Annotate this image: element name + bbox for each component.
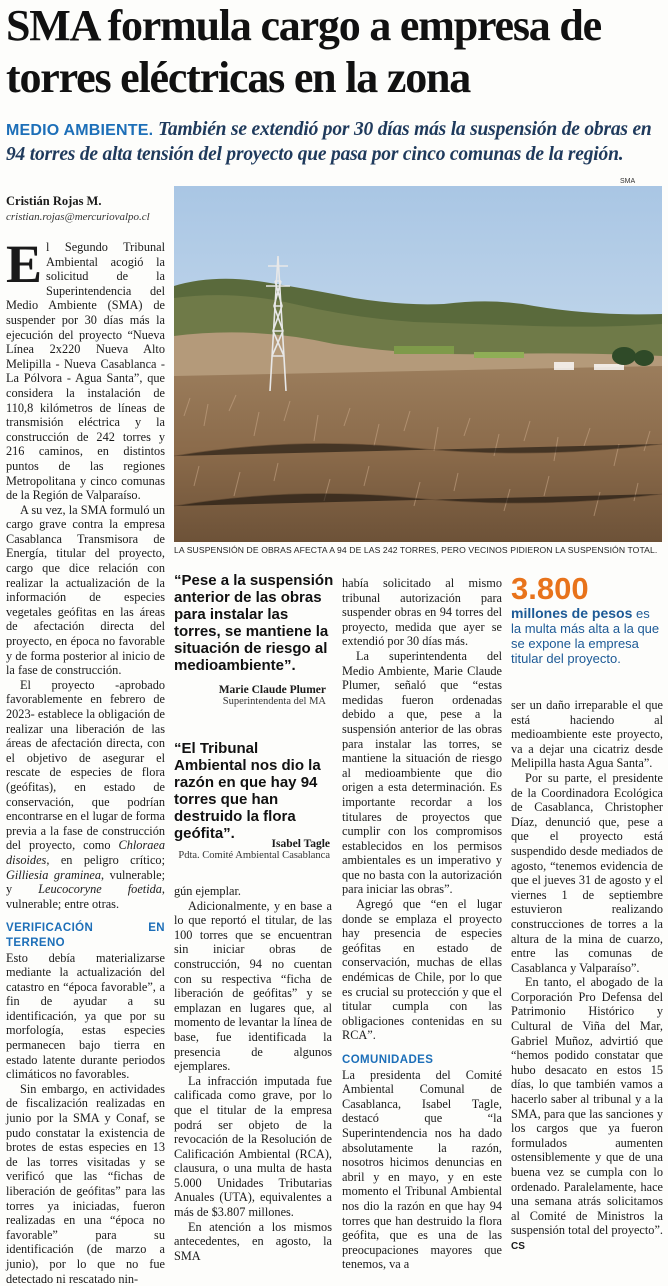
article-column-2 — [174, 884, 332, 1263]
paragraph: La infracción imputada fue calificada como grave, por lo que el titular de la empresa podrá ser objeto de la revocación de la Resolución de Calificación Ambiental (RCA), clausura, o una multa de hasta 5.000 Unidades Tributarias Anuales (UTA), equivalentes a más de $3.807 millones. — [174, 1073, 332, 1220]
paragraph: ser un daño irreparable el que está haciendo al medioambiente este proyecto, va a dejar una cicatriz desde Melipilla hasta Agua Santa”. — [511, 698, 663, 771]
pull-quote: “El Tribunal Ambiental nos dio la razón en que hay 94 torres que han destruido la flora geófita”. — [174, 740, 321, 842]
deck-kicker: MEDIO AMBIENTE. — [6, 122, 154, 139]
paragraph-text: , vulnerable; entre otras. — [6, 882, 165, 911]
deck-text: También se extendió por 30 días más la suspensión de obras en 94 torres de alta tensión del proyecto que pasa por cinco comunas de la región. — [6, 119, 652, 165]
quote-author-name: Marie Claude Plumer — [218, 684, 326, 696]
paragraph: En atención a los mismos antecedentes, en agosto, la SMA — [174, 1219, 332, 1263]
stat-unit: millones de pesos — [511, 605, 633, 621]
paragraph-text: , en peligro crítico; — [46, 852, 165, 867]
species-name: Chloraea disoides — [6, 838, 165, 867]
author-email: cristian.rojas@mercuriovalpo.cl — [6, 211, 150, 223]
photo-caption: LA SUSPENSIÓN DE OBRAS AFECTA A 94 DE LAS 242 TORRES, PERO VECINOS PIDIERON LA SUSPENSIÓN TOTAL. — [174, 545, 658, 555]
paragraph — [6, 234, 165, 503]
quote-author-role: Superintendenta del MA — [222, 696, 326, 707]
quote-author-role: Pdta. Comité Ambiental Casablanca — [178, 850, 330, 861]
paragraph-text: , vulnerable; y — [6, 867, 165, 897]
paragraph: A su vez, la SMA formuló un cargo grave contra la empresa Casablanca Transmisora de Energía, titular del proyecto, cargo que dice relación con realizar la actualización de la información de especies vegetales geófitas en las áreas de afectación directa del proyecto, en época no favorable y de forma posterior al inicio de la fase de construcción. — [6, 502, 165, 678]
stat-number: 3.800 — [511, 571, 589, 606]
subhead: COMUNIDADES — [342, 1054, 434, 1066]
article-photo — [174, 186, 662, 542]
landscape-illustration — [174, 186, 662, 542]
species-name: Gilliesia graminea — [6, 867, 102, 882]
subhead: VERIFICACIÓN EN TERRENO — [6, 922, 165, 949]
author-name: Cristián Rojas M. — [6, 194, 102, 208]
article-column-3 — [342, 576, 502, 1272]
paragraph: La superintendenta del Medio Ambiente, Marie Claude Plumer, señaló que “estas medidas fueron ordenadas debido a que, pese a la suspensión anterior de las obras para instalar las torres, se mantiene la situación de riesgo al medioambiente que dio origen a esta determinación. Es importante recordar a los titulares de proyectos que cumplir con los compromisos establecidos en los permisos ambientales es un imperativo y que no basta con la autorización para iniciar las obras”. — [342, 648, 502, 897]
paragraph — [511, 975, 663, 1254]
paragraph-text: l Segundo Tribunal Ambiental acogió la solicitud de la Superintendencia del Medio Ambiente (SMA) de suspender por 30 días más la ejecución del proyecto “Nueva Línea 2x220 Nueva Alto Melipilla - Nueva Casablanca - La Pólvora - Agua Santa”, que considera la instalación de 110,8 kilómetros de líneas de transmisión eléctrica y la construcción de 242 torres y 216 caminos, en distintos puntos de las regiones Metropolitana y cinco comunas de la Región de Valparaíso. — [6, 240, 165, 503]
paragraph-text: El proyecto -aprobado favorablemente en febrero de 2023- establece la obligación de realizar una liberación de las áreas de afectación directa, con el objetivo de asegurar el rescate de especies de flora (geófitas), en estado de conservación, que podrían encontrarse en el lugar de forma previa a la fase de construcción del proyecto, como — [6, 677, 165, 853]
pull-quote: “Pese a la suspensión anterior de las obras para instalar las torres, se mantiene la situación de riesgo al medioambiente”. — [174, 572, 334, 674]
quote-author — [174, 684, 326, 707]
stat-text — [511, 606, 663, 666]
paragraph: Adicionalmente, y en base a lo que reportó el titular, de las 100 torres que se encuentran sin iniciar obras de construcción, 94 no cuentan con su respectiva “ficha de liberación de geófitas” y se emplazan en lugares que, al momento de levantar la línea de base, fue identificada la presencia de algunos ejemplares. — [174, 898, 332, 1074]
end-mark: CS — [511, 1240, 525, 1252]
paragraph — [6, 678, 165, 912]
deck — [6, 118, 662, 167]
paragraph: Esto debía materializarse mediante la actualización del catastro en “época favorable”, a fin de ayudar a su identificación, ya que por su morfología, estas especies permanecen bajo tierra en estado latente durante periodos climáticos no favorables. — [6, 950, 165, 1082]
paragraph: había solicitado al mismo tribunal autorización para suspender obras en 94 torres del proyecto, medida que ayer se extendió por 30 días más. — [342, 576, 502, 649]
article-column-1 — [6, 234, 165, 1286]
headline: SMA formula cargo a empresa de torres eléctricas en la zona — [6, 1, 601, 102]
paragraph: Sin embargo, en actividades de fiscalización realizadas en junio por la SMA y Conaf, se pudo constatar la existencia de brotes de estas especies en 13 de las torres visitadas y se verificó que las “fichas de liberación de geófitas” para las torres ya iniciadas, fueron realizadas en una “época no favorable” para su identificación (de marzo a junio), por lo que no fue detectado ni rescatado nin- — [6, 1081, 165, 1286]
paragraph: gún ejemplar. — [174, 884, 241, 898]
paragraph: La presidenta del Comité Ambiental Comunal de Casablanca, Isabel Tagle, destacó que “la Superintendencia nos ha dado absolutamente la razón, nosotros hicimos denuncias en abril y en mayo, y en este momento el Tribunal Ambiental nos dio la razón en que hay 94 torres que han destruido la flora geófita, que es una de las preocupaciones mayores que tenemos, va a — [342, 1067, 502, 1272]
species-name: Leucocoryne foetida — [38, 882, 162, 897]
paragraph-text: En tanto, el abogado de la Corporación Pro Defensa del Patrimonio Histórico y Cultural de Viña del Mar, Gabriel Muñoz, advirtió que “hemos podido constatar que hubo desacato en estos 15 días, lo que también vamos a hacerlo saber al tribunal y a la SMA, para que las sanciones y los cargos que ya fueron formulados aumenten ostensiblemente y que de una buena vez se cumpla con lo ordenado. Paralelamente, hace una semana atrás solicitamos al Comité de Ministros la suspensión total del proyecto”. — [511, 975, 663, 1238]
stat-box — [511, 572, 663, 666]
byline — [6, 194, 166, 223]
dropcap: E — [6, 234, 43, 294]
quote-author — [174, 838, 330, 861]
stat-description: es la multa más alta a la que se expone la empresa titular del proyecto. — [511, 606, 660, 666]
paragraph: Por su parte, el presidente de la Coordinadora Ecológica de Casablanca, Christopher Díaz, denunció que, pese a que el proyecto está suspendido desde mediados de agosto, “tenemos evidencia de que el jueves 31 de agosto y el viernes 1 de septiembre estuvieron realizando construcciones de torres a la altura de la mina de cuarzo, entre las comunas de Casablanca y Valparaíso”. — [511, 770, 663, 975]
quote-author-name: Isabel Tagle — [271, 838, 330, 850]
article-column-4 — [511, 698, 663, 1255]
photo-credit: SMA — [620, 178, 636, 185]
paragraph: Agregó que “en el lugar donde se emplaza el proyecto hay presencia de especies geófitas en estado de conservación, muchas de ellas endémicas de Chile, por lo que es crucial su protección y que el titular cumpla con las obligaciones contenidas en su RCA”. — [342, 897, 502, 1043]
